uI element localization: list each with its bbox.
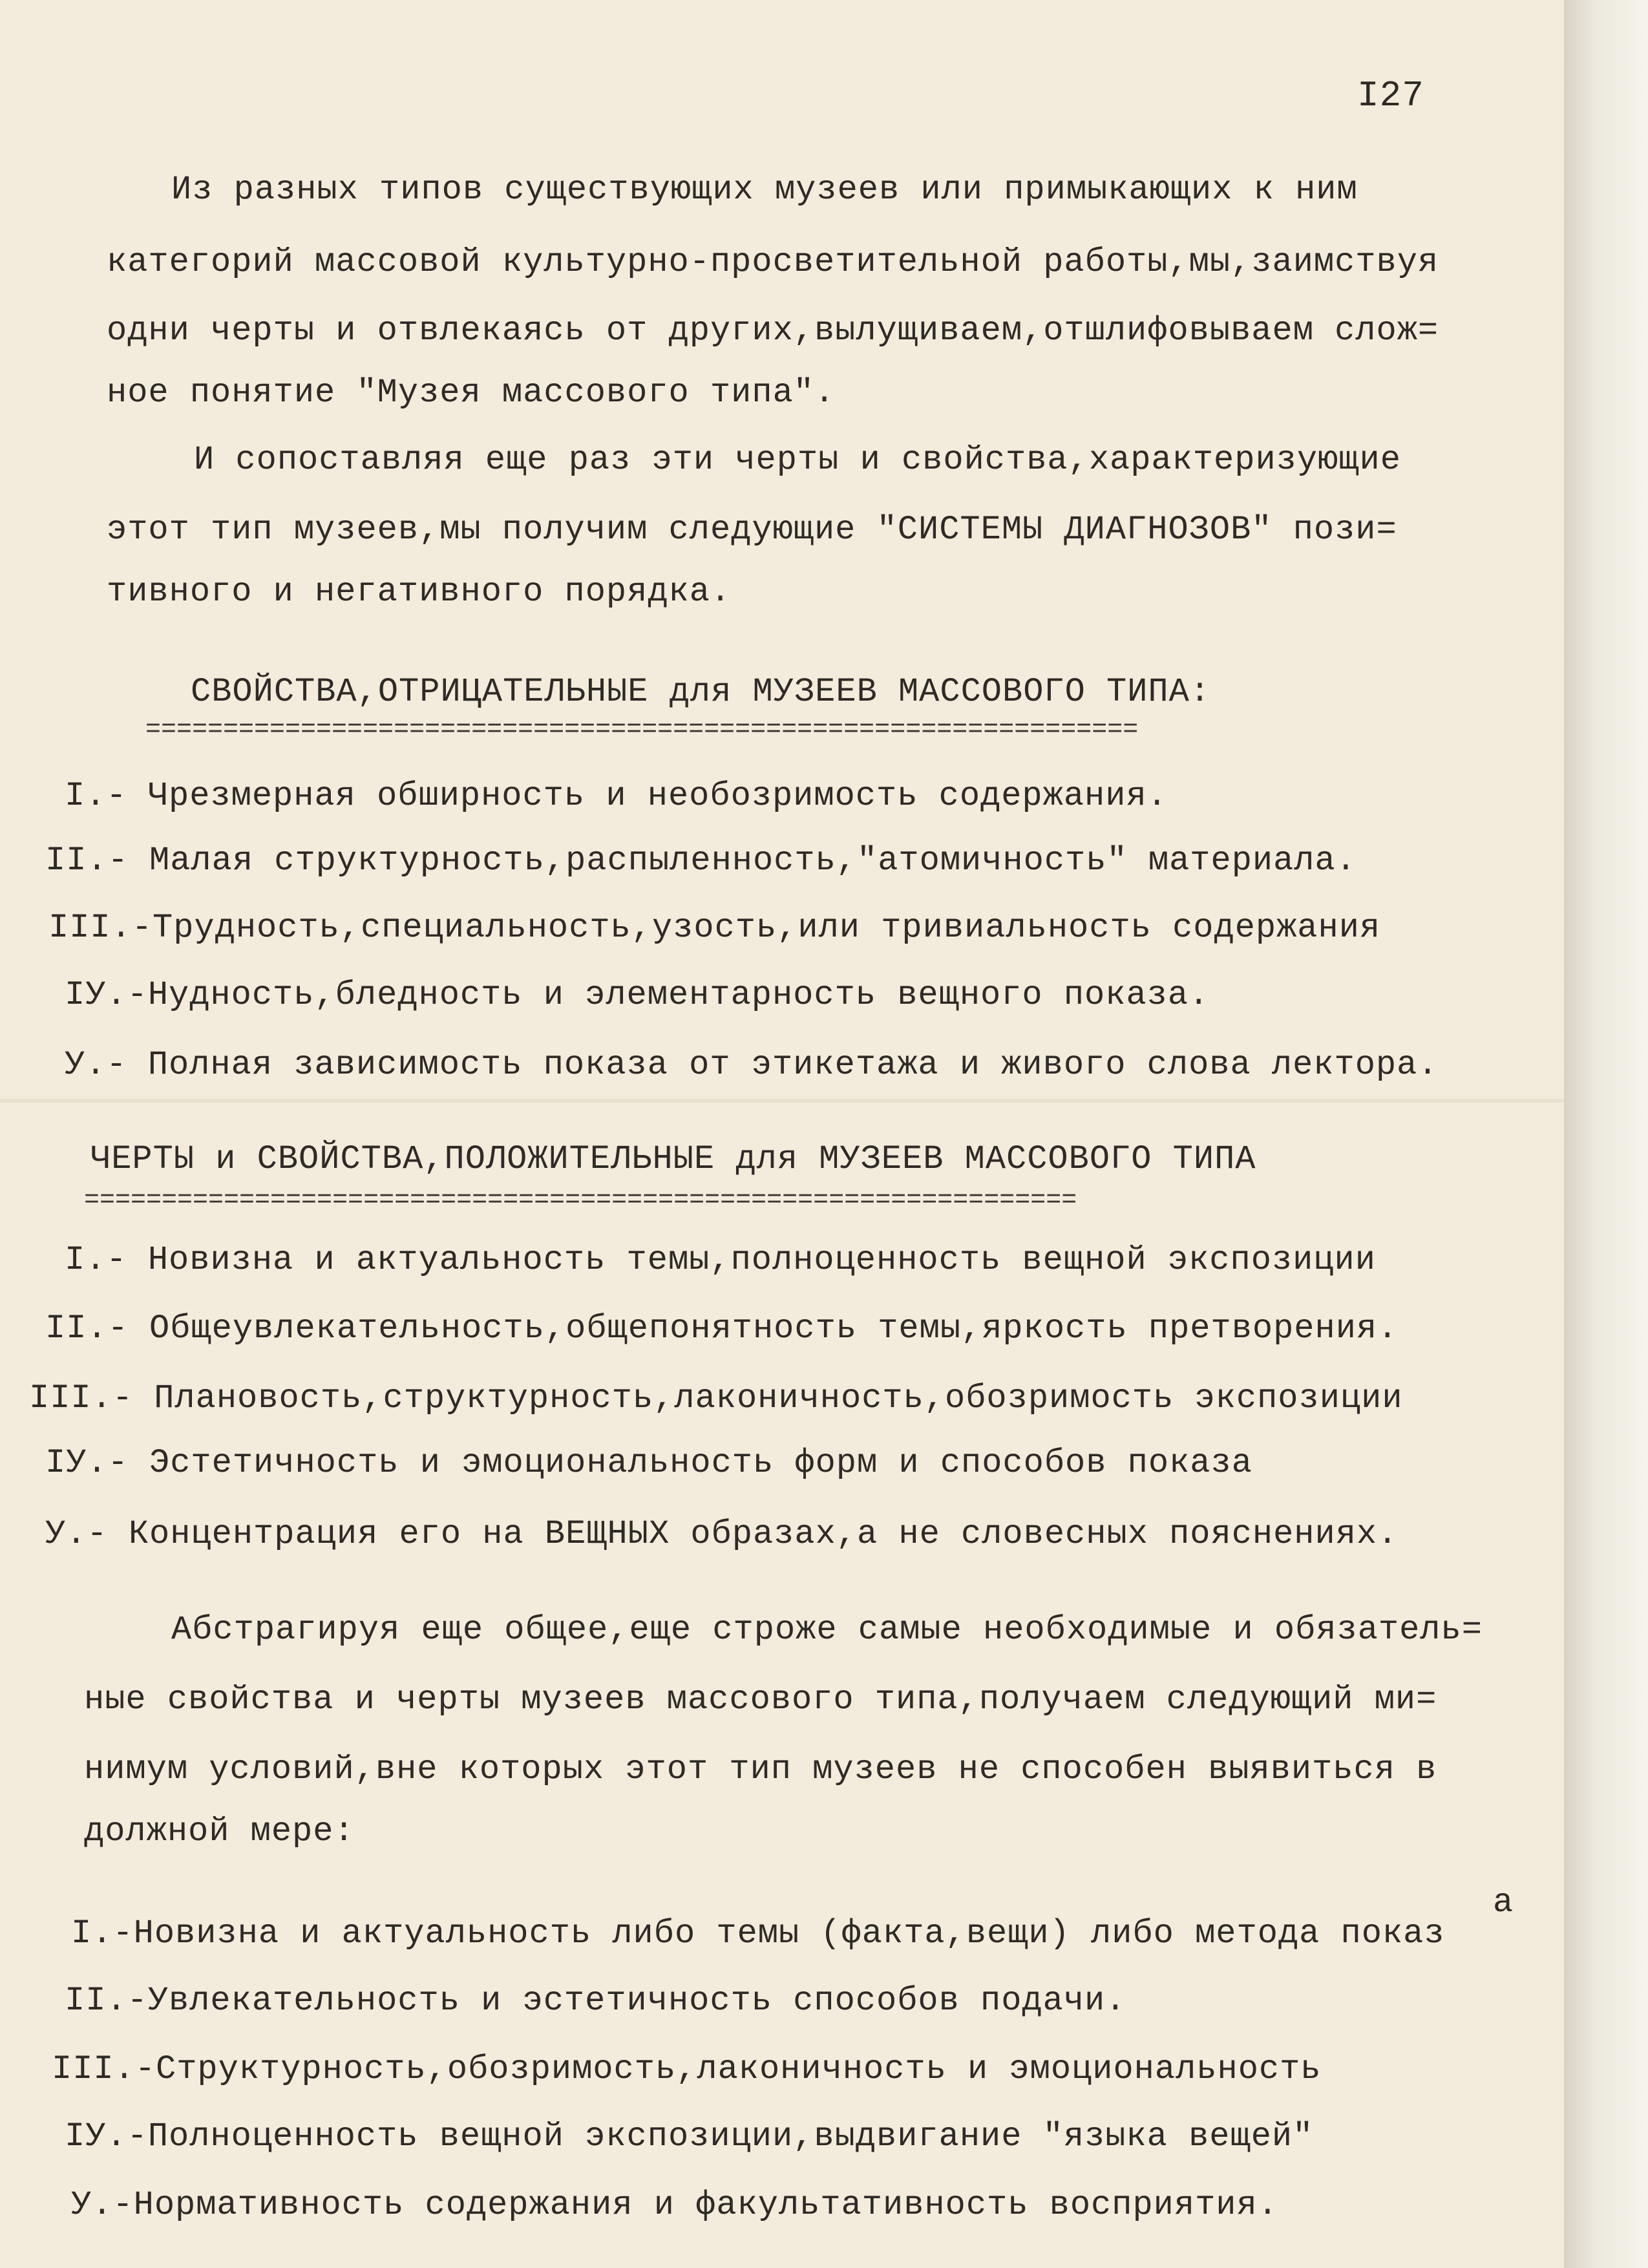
page-number: I27 [1357, 75, 1424, 116]
condition-item: II.-Увлекательность и эстетичность способов подачи. [65, 1982, 1126, 2020]
positive-section-heading: ЧЕРТЫ и СВОЙСТВА,ПОЛОЖИТЕЛЬНЫЕ для МУЗЕЕВ МАССОВОГО ТИПА [90, 1140, 1256, 1178]
condition-item: IУ.-Полноценность вещной экспозиции,выдвигание "языка вещей" [65, 2117, 1314, 2156]
condition-item: III.-Структурность,обозримость,лаконичность и эмоциональность [52, 2050, 1322, 2088]
paragraph-2-line: тивного и негативного порядка. [107, 573, 732, 611]
positive-item: У.- Концентрация его на ВЕЩНЫХ образах,а не словесных пояснениях. [45, 1515, 1399, 1553]
paragraph-3-line: Абстрагируя еще общее,еще строже самые необходимые и обязатель= [171, 1611, 1483, 1649]
paragraph-3-line: ные свойства и черты музеев массового типа,получаем следующий ми= [84, 1680, 1437, 1719]
negative-section-underline: ================================================================ [145, 715, 1139, 745]
paragraph-3-line: должной мере: [84, 1812, 355, 1850]
positive-item: III.- Плановость,структурность,лаконичность,обозримость экспозиции [29, 1379, 1403, 1417]
positive-item: IУ.- Эстетичность и эмоциональность форм и способов показа [45, 1444, 1252, 1482]
negative-section-heading: СВОЙСТВА,ОТРИЦАТЕЛЬНЫЕ для МУЗЕЕВ МАССОВОГО ТИПА: [191, 673, 1211, 711]
negative-item: У.- Полная зависимость показа от этикетажа и живого слова лектора. [65, 1046, 1439, 1084]
positive-item: II.- Общеувлекательность,общепонятность темы,яркость претворения. [45, 1309, 1399, 1348]
condition-item: У.-Нормативность содержания и факультативность восприятия. [71, 2186, 1278, 2224]
negative-item: IУ.-Нудность,бледность и элементарность вещного показа. [65, 976, 1210, 1014]
condition-item: I.-Новизна и актуальность либо темы (факта,вещи) либо метода показ [71, 1914, 1445, 1953]
paragraph-3-line: нимум условий,вне которых этот тип музеев не способен выявиться в [84, 1750, 1437, 1788]
paragraph-1-line: категорий массовой культурно-просветительной работы,мы,заимствуя [107, 243, 1439, 281]
superscript-insert: а [1493, 1883, 1514, 1922]
paragraph-2-line: И сопоставляя еще раз эти черты и свойства,характеризующие [194, 441, 1401, 479]
fold-crease [0, 1099, 1564, 1103]
page-edge [1564, 0, 1648, 2268]
paragraph-1-line: Из разных типов существующих музеев или примыкающих к ним [171, 171, 1358, 209]
paragraph-1-line: ное понятие "Музея массового типа". [107, 374, 836, 412]
negative-item: II.- Малая структурность,распыленность,"атомичность" материала. [45, 842, 1357, 880]
positive-item: I.- Новизна и актуальность темы,полноценность вещной экспозиции [65, 1241, 1376, 1279]
positive-section-underline: ================================================================ [84, 1186, 1077, 1215]
negative-item: I.- Чрезмерная обширность и необозримость содержания. [65, 777, 1168, 815]
negative-item: III.-Трудность,специальность,узость,или тривиальность содержания [48, 909, 1381, 947]
paragraph-2-line: этот тип музеев,мы получим следующие "СИСТЕМЫ ДИАГНОЗОВ" пози= [107, 511, 1397, 549]
paragraph-1-line: одни черты и отвлекаясь от других,вылущиваем,отшлифовываем слож= [107, 312, 1439, 350]
